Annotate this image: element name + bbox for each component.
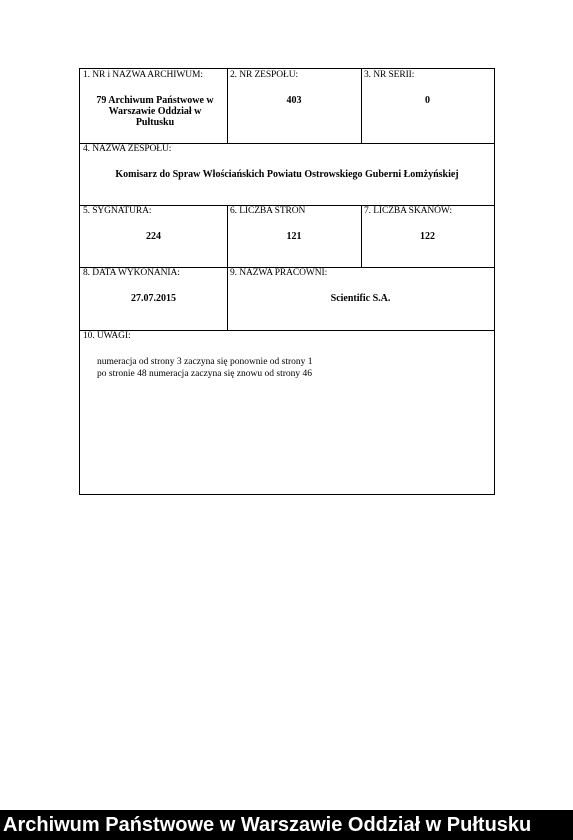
field-fonds-number [227, 69, 361, 143]
field-value: 121 [286, 231, 302, 242]
field-fonds-name [80, 143, 494, 205]
field-value: 224 [146, 231, 161, 242]
field-value: Scientific S.A. [330, 293, 391, 304]
field-label: 7. LICZBA SKANÓW: [364, 206, 452, 216]
field-value: Komisarz do Spraw Włościańskich Powiatu Ostrowskiego Guberni Łomżyńskiej [115, 169, 459, 180]
field-value: 79 Archiwum Państwowe w Warszawie Oddział w Pułtusku [96, 95, 214, 128]
field-label: 5. SYGNATURA: [83, 206, 152, 216]
field-signature [80, 205, 227, 267]
field-label: 1. NR i NAZWA ARCHIWUM: [83, 70, 203, 80]
note-line: po stronie 48 numeracja zaczyna się znowu od strony 46 [97, 369, 313, 379]
field-scan-count [361, 205, 494, 267]
field-label: 4. NAZWA ZESPOŁU: [83, 144, 172, 154]
field-date [80, 267, 227, 330]
archive-metadata-form [79, 68, 495, 495]
field-label: 8. DATA WYKONANIA: [83, 268, 180, 278]
field-series-number [361, 69, 494, 143]
note-line: numeracja od strony 3 zaczyna się ponownie od strony 1 [97, 357, 313, 367]
field-label: 6. LICZBA STRON [230, 206, 306, 216]
field-label: 3. NR SERII: [364, 70, 415, 80]
field-value: 403 [286, 95, 302, 106]
field-label: 10. UWAGI: [83, 331, 131, 341]
field-archive [80, 69, 227, 143]
field-label: 9. NAZWA PRACOWNI: [230, 268, 328, 278]
field-page-count [227, 205, 361, 267]
field-notes [80, 330, 494, 494]
field-workshop [227, 267, 494, 330]
field-value: 0 [425, 95, 430, 106]
archive-footer-banner: Archiwum Państwowe w Warszawie Oddział w Pułtusku [0, 810, 573, 840]
field-value: 122 [420, 231, 435, 242]
field-value: 27.07.2015 [131, 293, 176, 304]
field-label: 2. NR ZESPOŁU: [230, 70, 299, 80]
notes-text [97, 356, 313, 380]
